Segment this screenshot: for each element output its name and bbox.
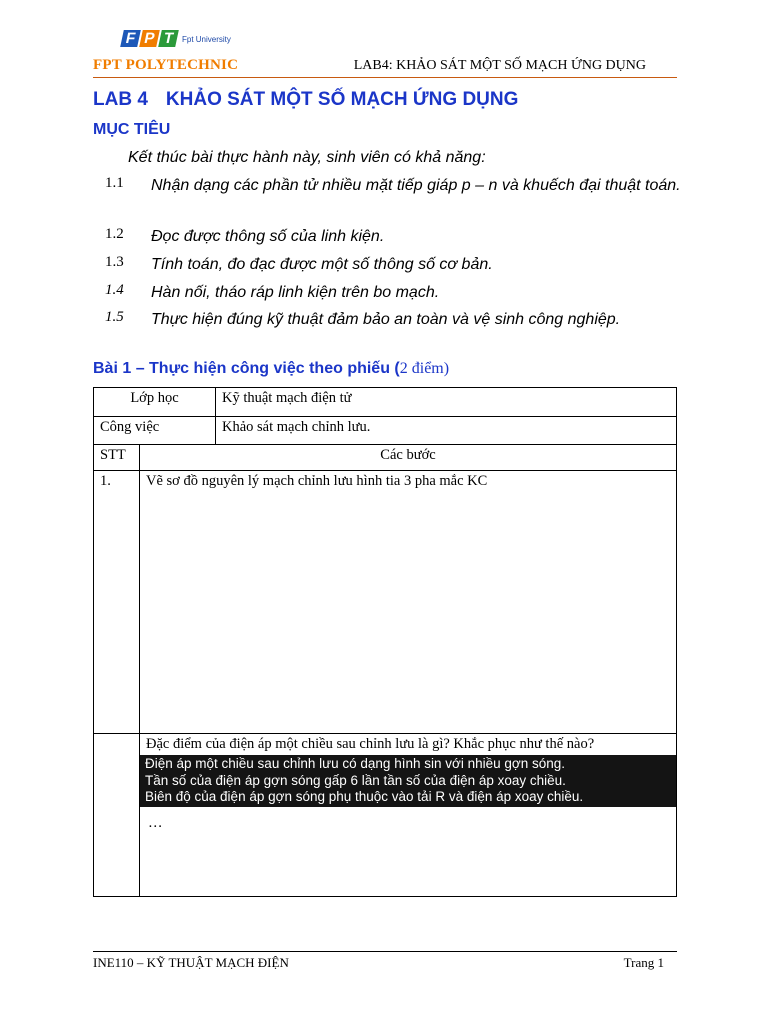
objective-text: Hàn nối, tháo ráp linh kiện trên bo mạch. (151, 284, 440, 301)
answer-line: Điện áp một chiều sau chỉnh lưu có dạng hình sin với nhiều gợn sóng. (145, 756, 566, 771)
step-description: Vẽ sơ đồ nguyên lý mạch chỉnh lưu hình tia 3 pha mắc KC (140, 471, 677, 734)
objective-number: 1.2 (105, 226, 124, 242)
empty-cell (94, 734, 140, 897)
table-header-row (94, 445, 677, 471)
class-label: Lớp học (94, 388, 216, 417)
lab-number: LAB 4 (93, 89, 148, 110)
objective-number: 1.4 (105, 282, 124, 298)
objective-number: 1.3 (105, 254, 124, 270)
objective-text: Tính toán, đo đạc được một số thông số cơ bản. (151, 256, 493, 273)
section-title (93, 360, 449, 378)
stt-header: STT (94, 445, 140, 471)
table-row (94, 417, 677, 445)
logo-subtext: Fpt University (182, 35, 231, 44)
objective-number: 1.1 (105, 175, 124, 191)
objective-text: Đọc được thông số của linh kiện. (151, 228, 385, 245)
steps-header: Các bước (140, 445, 677, 471)
worksheet-table (93, 387, 677, 897)
logo-letter-f: F (120, 30, 141, 47)
lab-title-text: KHẢO SÁT MỘT SỐ MẠCH ỨNG DỤNG (165, 89, 519, 110)
objective-text: Thực hiện đúng kỹ thuật đảm bảo an toàn và vệ sinh công nghiệp. (151, 311, 621, 328)
ellipsis-text: … (148, 814, 163, 831)
question-text: Đặc điểm của điện áp một chiều sau chỉnh lưu là gì? Khắc phục như thế nào? (146, 736, 595, 752)
page-number: Trang 1 (623, 955, 664, 970)
table-row (94, 734, 677, 897)
header-divider (93, 77, 677, 78)
running-header: LAB4: KHẢO SÁT MỘT SỐ MẠCH ỨNG DỤNG (353, 58, 646, 73)
footer-course: INE110 – KỸ THUẬT MẠCH ĐIỆN (93, 955, 289, 970)
page-title (93, 89, 518, 111)
question-cell (140, 734, 677, 897)
section-points: 2 điểm) (399, 360, 450, 377)
objective-text: Nhận dạng các phần tử nhiều mặt tiếp giáp p – n và khuếch đại thuật toán. (151, 177, 681, 194)
brand-name: FPT POLYTECHNIC (93, 57, 239, 73)
objective-number: 1.5 (105, 309, 124, 325)
objectives-heading: MỤC TIÊU (93, 121, 171, 138)
logo-letter-t: T (158, 30, 179, 47)
logo-letter-p: P (139, 30, 160, 47)
footer-divider (93, 951, 677, 952)
table-row (94, 388, 677, 417)
objectives-intro: Kết thúc bài thực hành này, sinh viên có khả năng: (128, 149, 486, 166)
task-label: Công việc (94, 417, 216, 445)
fpt-logo (122, 26, 232, 54)
section-title-text: Bài 1 – Thực hiện công việc theo phiếu ( (93, 360, 400, 377)
task-value: Khảo sát mạch chỉnh lưu. (216, 417, 677, 445)
class-value: Kỹ thuật mạch điện tử (216, 388, 677, 417)
step-number: 1. (94, 471, 140, 734)
answer-line: Biên độ của điện áp gợn sóng phụ thuộc vào tải R và điện áp xoay chiều. (145, 789, 584, 804)
table-row (94, 471, 677, 734)
answer-line: Tần số của điện áp gợn sóng gấp 6 lần tần số của điện áp xoay chiều. (145, 772, 566, 788)
answer-block (140, 755, 676, 807)
